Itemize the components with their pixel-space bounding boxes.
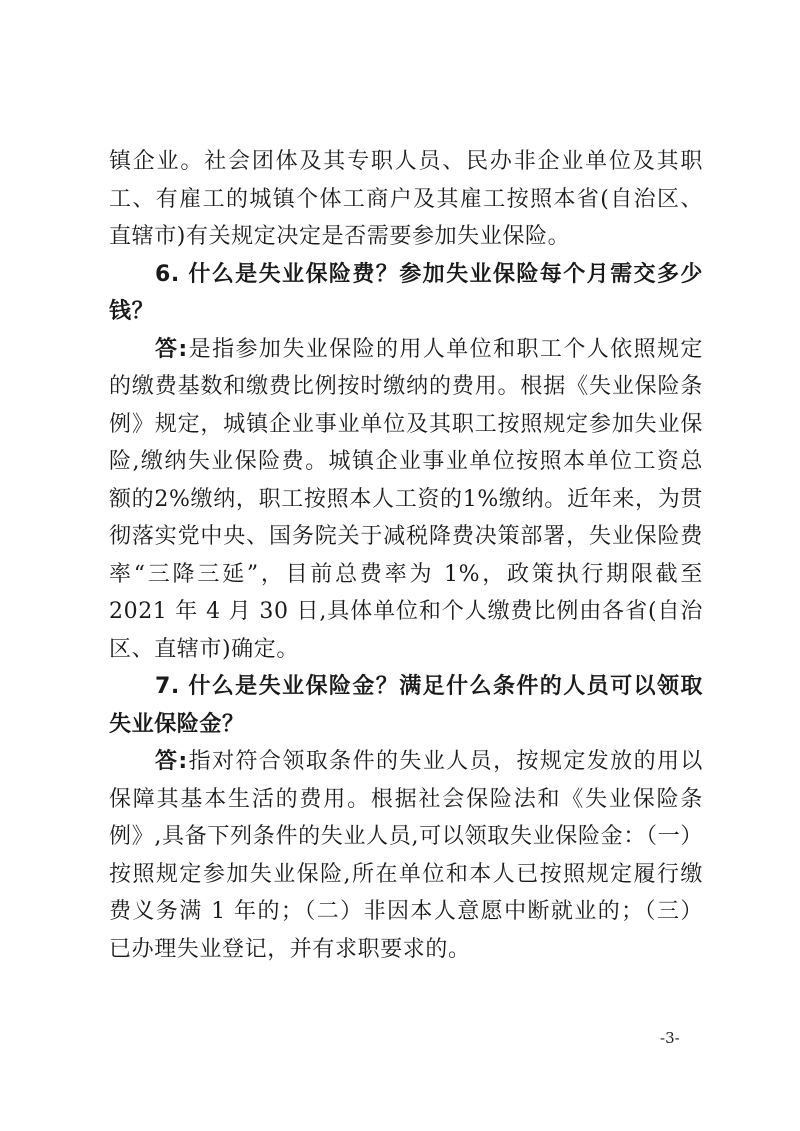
question-7-text: 什么是失业保险金？满足什么条件的人员可以领取失业保险金？ xyxy=(109,674,704,737)
answer-7-label: 答: xyxy=(155,749,188,774)
continuation-paragraph: 镇企业。社会团体及其专职人员、民办非企业单位及其职工、有雇工的城镇个体工商户及其雇工按照本省(自治区、直辖市)有关规定决定是否需要参加失业保险。 xyxy=(109,149,703,249)
page-number: -3- xyxy=(660,1029,680,1047)
question-6 xyxy=(109,256,703,331)
question-7-number: 7. xyxy=(155,674,180,699)
answer-7-text: 指对符合领取条件的失业人员，按规定发放的用以保障其基本生活的费用。根据社会保险法和《失业保险条例》,具备下列条件的失业人员,可以领取失业保险金：（一）按照规定参加失业保险,所在单位和本人已按照规定履行缴费义务满 1 年的；（二）非因本人意愿中断就业的；（三）已办理失业登记，并有求职要求的。 xyxy=(109,749,704,962)
question-6-text: 什么是失业保险费？参加失业保险每个月需交多少钱？ xyxy=(109,261,704,324)
question-7 xyxy=(109,668,703,743)
answer-6-text: 是指参加失业保险的用人单位和职工个人依照规定的缴费基数和缴费比例按时缴纳的费用。根据《失业保险条例》规定，城镇企业事业单位及其职工按照规定参加失业保险,缴纳失业保险费。城镇企业事业单位按照本单位工资总额的2%缴纳，职工按照本人工资的1%缴纳。近年来，为贯彻落实党中央、国务院关于减税降费决策部署，失业保险费率“三降三延”，目前总费率为 1%，政策执行期限截至 2021 年 4 月 30 日,具体单位和个人缴费比例由各省(自治区、直辖市)确定。 xyxy=(109,336,704,662)
document-body xyxy=(109,143,703,968)
question-6-number: 6. xyxy=(155,261,180,287)
answer-6-label: 答: xyxy=(155,336,188,362)
answer-7 xyxy=(109,743,703,968)
answer-6 xyxy=(109,331,703,669)
